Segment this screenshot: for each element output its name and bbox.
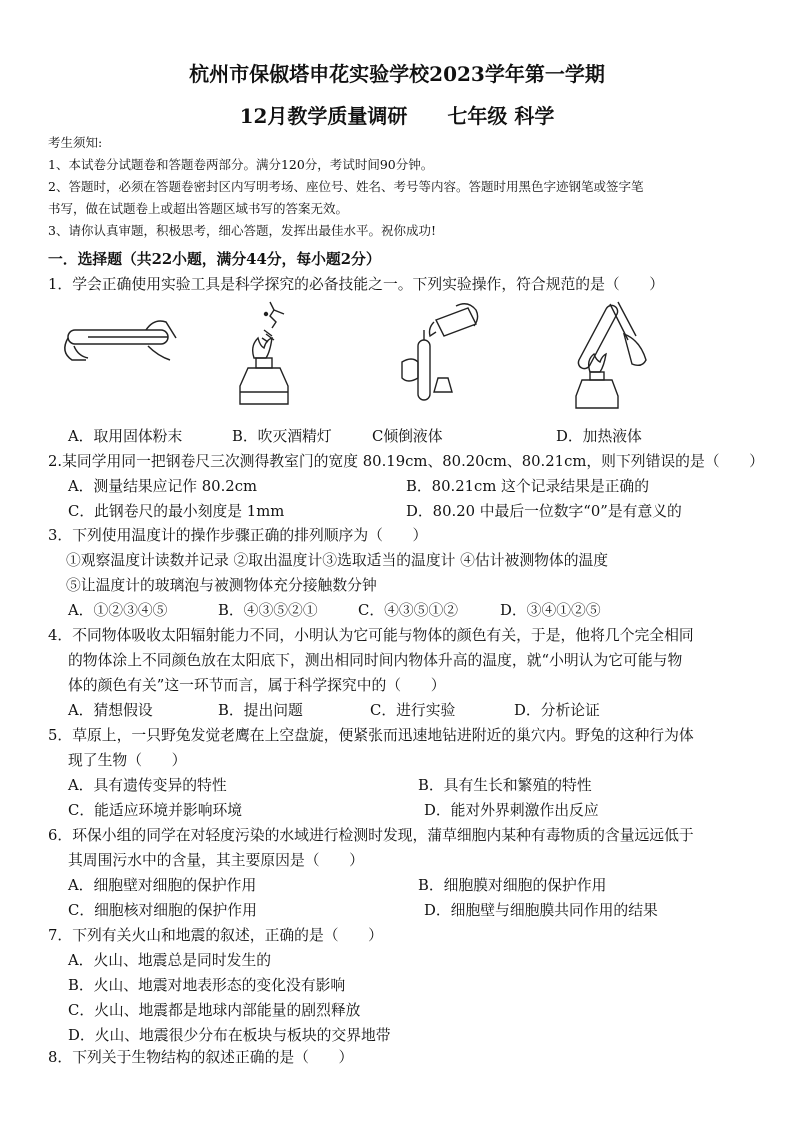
q7-option-d: D．火山、地震很少分布在板块与板块的交界地带 xyxy=(68,1027,391,1044)
q7-option-c: C．火山、地震都是地球内部能量的剧烈释放 xyxy=(68,1002,361,1019)
pour-liquid-icon xyxy=(378,300,498,412)
q3-option-c: C．④③⑤①② xyxy=(358,602,459,619)
exam-title: 杭州市保俶塔申花实验学校2023学年第一学期 xyxy=(189,62,605,86)
alcohol-lamp-blow-icon xyxy=(218,300,328,418)
heat-liquid-icon xyxy=(548,300,658,412)
q3-steps-line2: ⑤让温度计的玻璃泡与被测物体充分接触数分钟 xyxy=(66,577,377,594)
q7-option-a: A．火山、地震总是同时发生的 xyxy=(68,952,272,969)
q5-option-a: A．具有遗传变异的特性 xyxy=(68,777,227,794)
q4-option-a: A．猜想假设 xyxy=(68,702,153,719)
q5-option-d: D．能对外界刺激作出反应 xyxy=(424,802,599,819)
test-tube-powder-icon xyxy=(58,300,178,400)
q3-steps-line1: ①观察温度计读数并记录 ②取出温度计③选取适当的温度计 ④估计被测物体的温度 xyxy=(66,552,609,569)
q2-option-b: B．80.21cm 这个记录结果是正确的 xyxy=(406,478,650,495)
q4-stem-line1: 4．不同物体吸收太阳辐射能力不同，小明认为它可能与物体的颜色有关，于是，他将几个完全相同 xyxy=(48,627,694,644)
q8-stem: 8．下列关于生物结构的叙述正确的是（ ） xyxy=(48,1049,354,1066)
notice-item: 书写，做在试题卷上或超出答题区域书写的答案无效。 xyxy=(48,201,349,216)
q1-option-a: A．取用固体粉末 xyxy=(68,428,183,445)
q7-stem: 7．下列有关火山和地震的叙述，正确的是（ ） xyxy=(48,927,383,944)
q6-stem-line1: 6．环保小组的同学在对轻度污染的水域进行检测时发现，蒲草细胞内某种有毒物质的含量远远低于 xyxy=(48,827,694,844)
q6-option-b: B．细胞膜对细胞的保护作用 xyxy=(418,877,607,894)
notice-item: 1、本试卷分试题卷和答题卷两部分。满分120分，考试时间90分钟。 xyxy=(48,157,434,172)
q1-option-c: C倾倒液体 xyxy=(372,428,443,445)
q2-option-d: D．80.20 中最后一位数字“0”是有意义的 xyxy=(406,503,682,520)
q4-stem-line3: 体的颜色有关”这一环节而言，属于科学探究中的（ ） xyxy=(68,677,446,694)
q3-option-b: B．④③⑤②① xyxy=(218,602,318,619)
q6-option-c: C．细胞核对细胞的保护作用 xyxy=(68,902,257,919)
q6-option-a: A．细胞壁对细胞的保护作用 xyxy=(68,877,257,894)
notice-item: 2、答题时，必须在答题卷密封区内写明考场、座位号、姓名、考号等内容。答题时用黑色字迹钢笔或签字笔 xyxy=(48,179,644,194)
notice-item: 3、请你认真审题，积极思考，细心答题，发挥出最佳水平。祝你成功! xyxy=(48,223,436,238)
q3-option-a: A．①②③④⑤ xyxy=(68,602,168,619)
section-heading: 一．选择题（共22小题，满分44分，每小题2分） xyxy=(48,251,381,268)
q4-option-c: C．进行实验 xyxy=(370,702,456,719)
q1-option-b: B．吹灭酒精灯 xyxy=(232,428,332,445)
q2-stem: 2.某同学用同一把钢卷尺三次测得教室门的宽度 80.19cm、80.20cm、80.21cm，则下列错误的是（ ） xyxy=(48,453,764,470)
q7-option-b: B．火山、地震对地表形态的变化没有影响 xyxy=(68,977,346,994)
q6-stem-line2: 其周围污水中的含量，其主要原因是（ ） xyxy=(68,852,364,869)
q5-option-c: C．能适应环境并影响环境 xyxy=(68,802,243,819)
q3-option-d: D．③④①②⑤ xyxy=(500,602,601,619)
q1-stem: 1．学会正确使用实验工具是科学探究的必备技能之一。下列实验操作，符合规范的是（ ） xyxy=(48,276,665,293)
q5-option-b: B．具有生长和繁殖的特性 xyxy=(418,777,592,794)
q4-option-d: D．分析论证 xyxy=(514,702,600,719)
q4-stem-line2: 的物体涂上不同颜色放在太阳底下，测出相同时间内物体升高的温度，就“小明认为它可能与物 xyxy=(68,652,683,669)
q4-option-b: B．提出问题 xyxy=(218,702,303,719)
exam-subtitle: 12月教学质量调研 七年级 科学 xyxy=(239,104,555,128)
notice-block xyxy=(48,132,758,242)
q1-figures xyxy=(48,300,748,418)
q2-option-a: A．测量结果应记作 80.2cm xyxy=(68,478,258,495)
q3-stem: 3．下列使用温度计的操作步骤正确的排列顺序为（ ） xyxy=(48,527,428,544)
q5-stem-line2: 现了生物（ ） xyxy=(68,752,187,769)
q1-option-d: D．加热液体 xyxy=(556,428,642,445)
notice-heading: 考生须知: xyxy=(48,135,103,150)
q6-option-d: D．细胞壁与细胞膜共同作用的结果 xyxy=(424,902,658,919)
q5-stem-line1: 5．草原上，一只野兔发觉老鹰在上空盘旋，便紧张而迅速地钻进附近的巢穴内。野兔的这种行为体 xyxy=(48,727,694,744)
q2-option-c: C．此钢卷尺的最小刻度是 1mm xyxy=(68,503,285,520)
